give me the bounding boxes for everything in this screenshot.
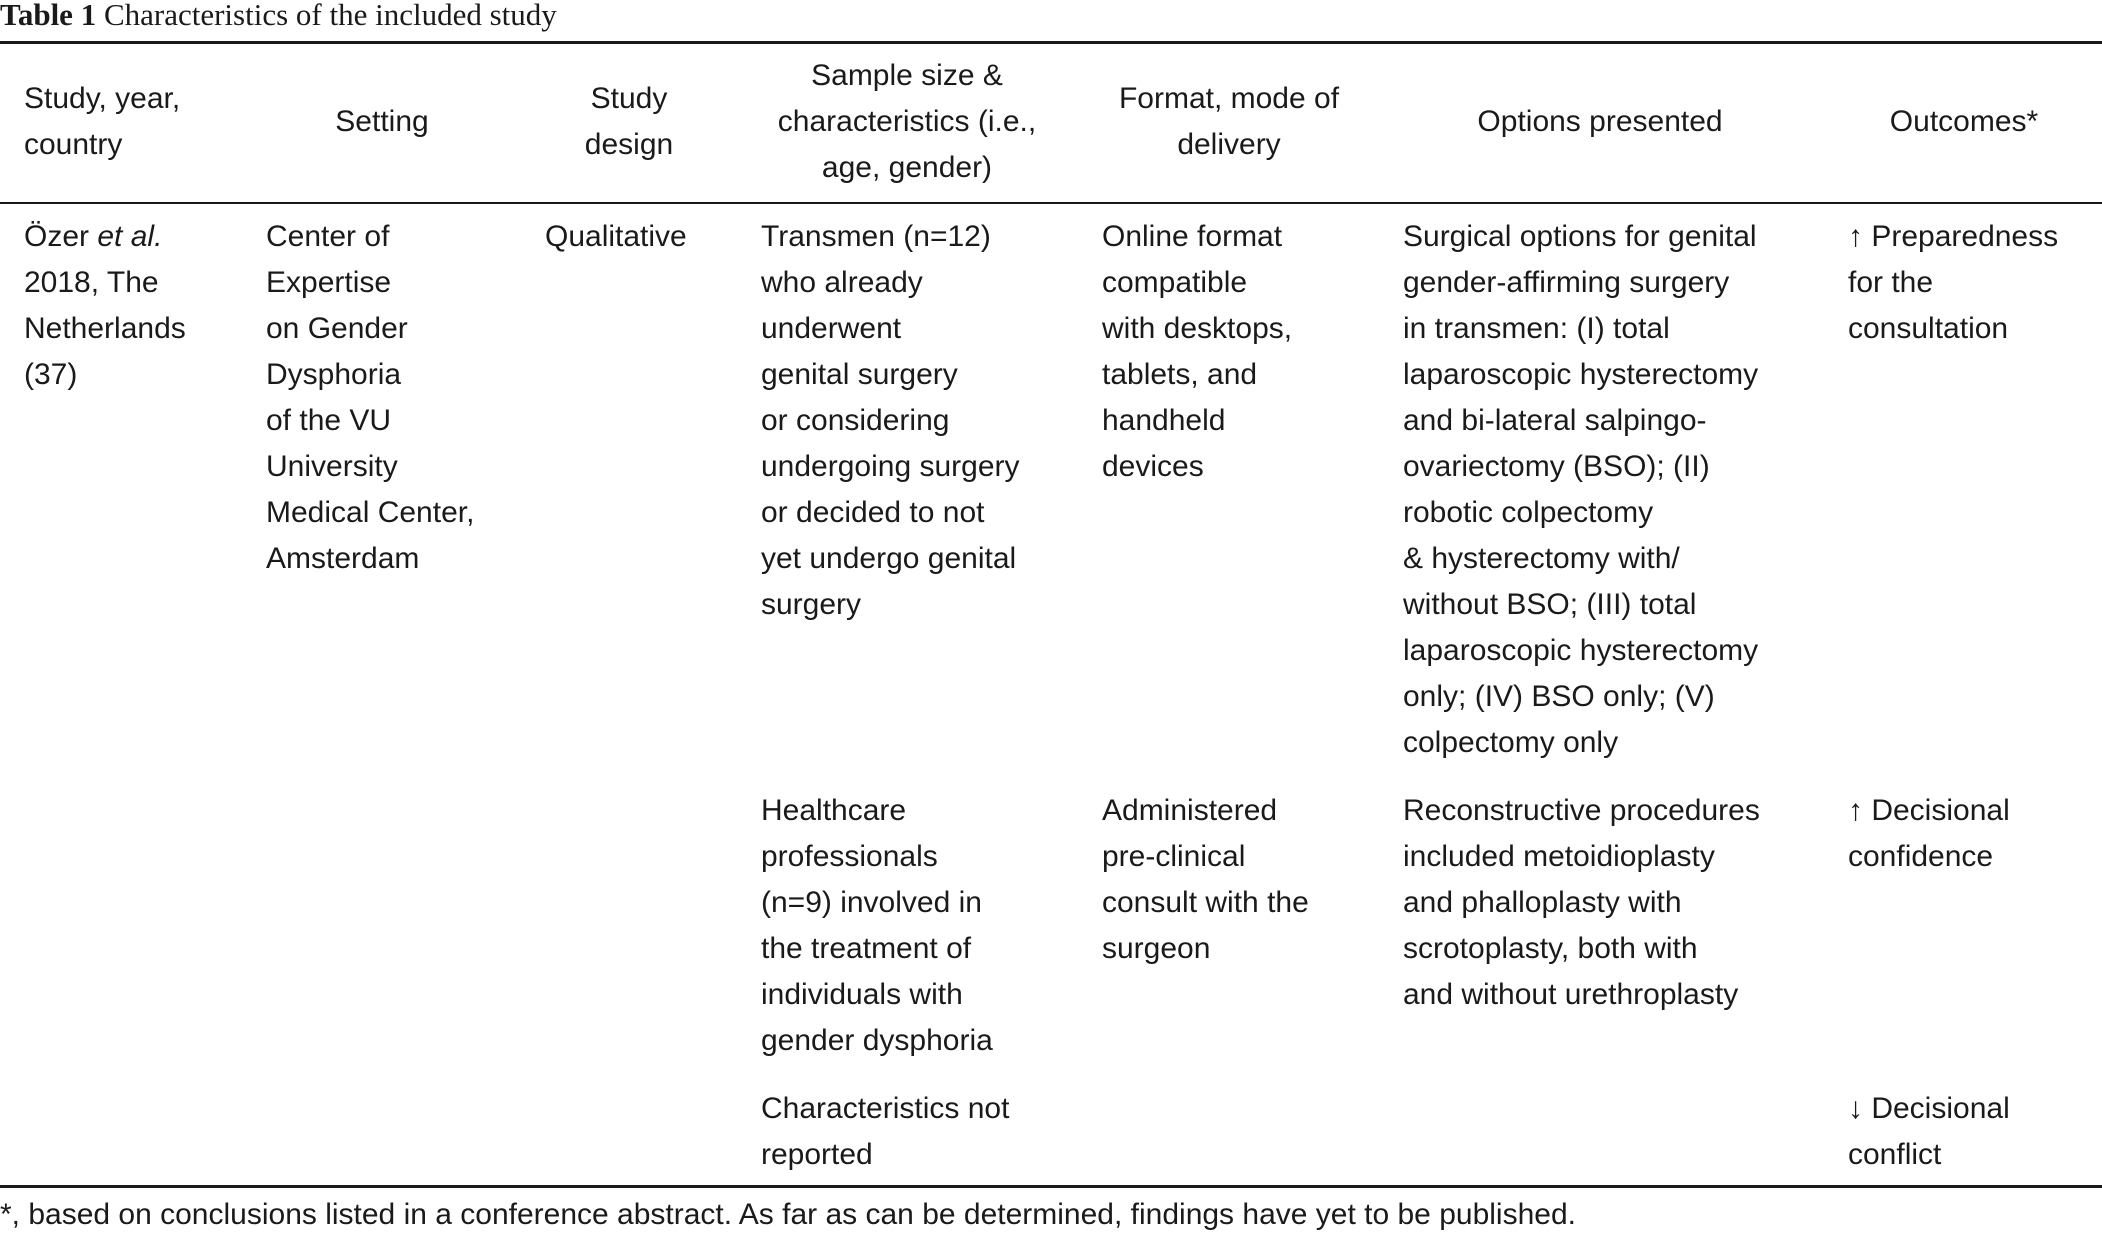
row2-outcome: ↑ Decisional confidence	[1848, 794, 2010, 873]
header-options: Options presented	[1477, 105, 1723, 138]
table-top-rule	[0, 41, 2102, 44]
header-sample-size: Sample size & characteristics (i.e., age, gender)	[777, 59, 1037, 184]
table-bottom-rule	[0, 1185, 2102, 1188]
table-title	[0, 0, 557, 34]
table-title-label: Table 1	[0, 0, 97, 32]
study-year-country: 2018, The Netherlands (37)	[24, 266, 186, 391]
row2-options: Reconstructive procedures included metoidioplasty and phalloplasty with scrotoplasty, both with and without urethroplasty	[1403, 794, 1760, 1011]
header-setting: Setting	[335, 105, 429, 138]
cell-study	[24, 214, 244, 398]
row3-outcome: ↓ Decisional conflict	[1848, 1092, 2010, 1171]
row1-format: Online format compatible with desktops, tablets, and handheld devices	[1102, 220, 1293, 483]
header-study-design: Study design	[584, 82, 674, 161]
row2-format: Administered pre-clinical consult with the surgeon	[1102, 794, 1309, 965]
row3-sample: Characteristics not reported	[761, 1092, 1010, 1171]
study-etal: et al.	[97, 220, 163, 253]
header-study-year-country: Study, year, country	[24, 82, 181, 161]
table-footnote: *, based on conclusions listed in a conference abstract. As far as can be determined, findings have yet to be published.	[0, 1198, 1576, 1231]
row2-sample: Healthcare professionals (n=9) involved in the treatment of individuals with gender dysphoria	[761, 794, 993, 1057]
header-outcomes: Outcomes*	[1889, 105, 2039, 138]
header-format: Format, mode of delivery	[1118, 82, 1340, 161]
study-author: Özer	[24, 220, 90, 253]
cell-study-design: Qualitative	[545, 220, 687, 253]
row1-options: Surgical options for genital gender-affirming surgery in transmen: (I) total laparoscopic hysterectomy and bi-lateral salpingo- ovariectomy (BSO); (II) robotic colpectomy & hysterectomy with/ without BSO; (III) total laparoscopic hysterectomy only; (IV) BSO only; (V) colpectomy only	[1403, 220, 1759, 759]
table-title-text: Characteristics of the included study	[103, 0, 557, 32]
row1-outcome: ↑ Preparedness for the consultation	[1848, 220, 2059, 345]
row1-sample: Transmen (n=12) who already underwent genital surgery or considering undergoing surgery or decided to not yet undergo genital surgery	[761, 220, 1020, 621]
table-header-rule	[0, 202, 2102, 204]
cell-setting: Center of Expertise on Gender Dysphoria of the VU University Medical Center, Amsterdam	[266, 220, 475, 575]
